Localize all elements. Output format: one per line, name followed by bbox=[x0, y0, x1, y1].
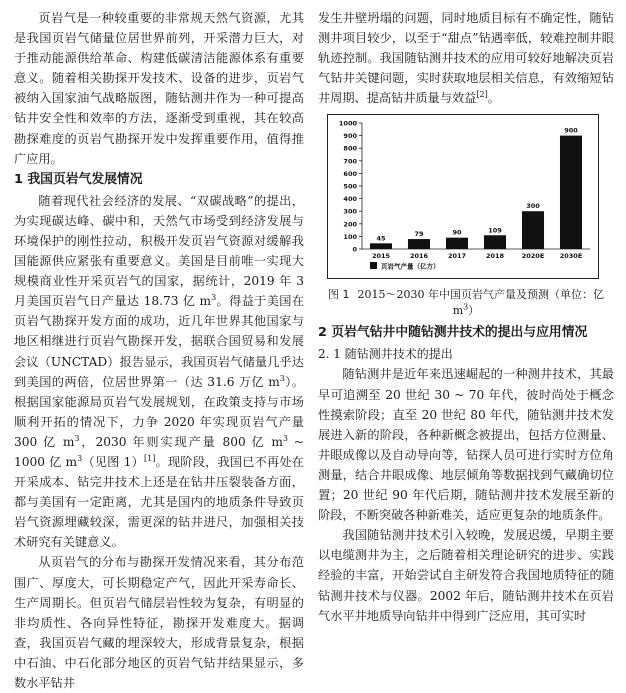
paragraph-intro: 页岩气是一种较重要的非常规天然气资源，尤其是我国页岩气储量位居世界前列，开采潜力巨大，对于推动能源供给革命、构建低碳清洁能源体系有重要意义。随着相关勘探开发技术、设备的进步，页岩气被纳入国家油气战略版图，随钻测井作为一种可提高钻井安全性和效率的方法，逐渐受到重视，其在较高勘探难度的页岩气勘探开发中发挥重要作用，值得推广应用。 bbox=[14, 11, 304, 166]
data-label-2017: 90 bbox=[452, 229, 462, 238]
paragraph-lwd-history: 随钻测井是近年来迅速崛起的一种测井技术，其最早可追溯至 20 世纪 30 ~ 70 年代，彼时尚处于概念性摸索阶段；直至 20 世纪 80 年代，随钻测井技术发展进入新的阶段，各种新概念被提出，包括方位测量、井眼成像以及自动导向等，钻探人员可进行实时方位角测量，结合井眼成像、地层倾角等数据找到气藏确切位置；20 世纪 90 年代后期，随钻测井技术发展至新的阶段，不断突破各种新难关，适应更复杂的地质条件。 bbox=[318, 367, 614, 523]
y-tick-label: 1000 bbox=[338, 119, 357, 128]
y-tick-label: 800 bbox=[343, 145, 357, 154]
subsection-2-1-heading: 2. 1 随钻测井技术的提出 bbox=[318, 347, 453, 362]
y-tick-label: 500 bbox=[343, 182, 357, 191]
paragraph-distribution: 从页岩气的分布与勘探开发情况来看，其分布范围广、厚度大，可长期稳定产气，因此开采寿命长、生产周期长。但页岩气储层岩性较为复杂，有明显的非均质性、各向异性特征，勘探开发难度大。据调查，我国页岩气藏的埋深较大，形成背景复杂，根据中石油、中石化部分地区的页岩气钻井结果显示，多数水平钻井 bbox=[14, 555, 304, 690]
data-label-2018: 109 bbox=[488, 226, 502, 235]
paragraph-continued: 发生井壁坍塌的问题，同时地质目标有不确定性，随钻测井项目较少，以至于“甜点”钻遇率低，较难控制井眼轨迹控制。我国随钻测井技术的应用可较好地解决页岩气钻井关键问题，实时获取地层相关信息，有效缩短钻井周期、提高钻井质量与效益[2]。 bbox=[318, 11, 614, 106]
x-tick-label-2018: 2018 bbox=[485, 252, 505, 261]
y-tick-label: 700 bbox=[343, 157, 357, 166]
citation-ref: [2] bbox=[476, 90, 488, 100]
section-1-heading: 1 我国页岩气发展情况 bbox=[14, 171, 143, 187]
legend-swatch bbox=[370, 262, 377, 269]
figure-1 bbox=[318, 114, 614, 319]
y-tick-label: 0 bbox=[352, 245, 357, 254]
bar-chart-frame bbox=[327, 114, 599, 279]
bar-2017 bbox=[446, 238, 468, 249]
citation-ref: [1] bbox=[143, 453, 156, 463]
figure-number: 图 1 bbox=[328, 288, 350, 302]
data-label-2020E: 300 bbox=[526, 202, 540, 211]
legend-label: 页岩气产量（亿方） bbox=[381, 262, 440, 271]
x-tick-label-2015: 2015 bbox=[371, 252, 391, 261]
left-column bbox=[14, 8, 304, 693]
x-tick-label-2030E: 2030E bbox=[559, 252, 583, 261]
figure-caption: 图 1 2015～2030 年中国页岩气产量及预测（单位：亿 $m^3$） bbox=[328, 288, 604, 318]
section-2-heading: 2 页岩气钻井中随钻测井技术的提出与应用情况 bbox=[318, 325, 588, 341]
paragraph-lwd-china: 我国随钻测井技术引入较晚，发展迟缓，早期主要以电缆测井为主，之后随着相关理论研究的进步、实践经验的丰富，开始尝试自主研发符合我国地质特征的随钻测井技术与仪器。2002 年后，随钻测井技术在页岩气水平井地质导向钻井中得到广泛应用，其可实时 bbox=[318, 528, 614, 623]
data-label-2016: 79 bbox=[414, 230, 424, 239]
x-tick-label-2017: 2017 bbox=[447, 252, 467, 261]
data-label-2030E: 900 bbox=[564, 127, 578, 136]
y-tick-label: 400 bbox=[343, 195, 357, 204]
y-tick-label: 900 bbox=[343, 132, 357, 141]
bar-2018 bbox=[484, 236, 506, 250]
bar-2030E bbox=[560, 136, 582, 249]
data-label-2015: 45 bbox=[376, 234, 386, 243]
y-tick-label: 600 bbox=[343, 170, 357, 179]
y-tick-label: 200 bbox=[343, 220, 357, 229]
y-tick-label: 300 bbox=[343, 208, 357, 217]
x-tick-label-2020E: 2020E bbox=[521, 252, 545, 261]
bar-2020E bbox=[522, 212, 544, 250]
right-column bbox=[318, 8, 614, 626]
bar-2016 bbox=[408, 240, 430, 250]
bar-chart bbox=[328, 115, 598, 278]
paragraph-development: 随着现代社会经济的发展、“双碳战略”的提出，为实现碳达峰、碳中和，天然气市场受到经济发展与环境保护的刚性拉动，积极开发页岩气资源对缓解我国能源供应紧张有重要意义。美国是目前唯一实现大规模商业性开采页岩气的国家，据统计，2019 年 3 月美国页岩气日产量达 18.73 亿 $m^3$。得益于美国在页岩气勘探开发方面的成功，近几年世界其他国家与地区相继进行页岩气勘探开发，据联合国贸易和发展会议（UNCTAD）报告显示，我国页岩气储量几乎达到美国的两倍，位居世界第一（达 31.6 万亿 $m^3$）。根据国家能源局页岩气发展规划，在政策支持与市场顺利开拓的情况下，力争 2020 年实现页岩气产量 300 亿 $m^3$，2030 年则实现产量 800 亿 $m^3$ ~ 1000 亿 $m^3$（见图 1）[1]。现阶段，我国已不再处在开采成本、钻完井技术上还是在钻井压裂装备方面，都与美国有一定距离，尤其是国内的地质条件导致页岩气资源埋藏较深，需更深的钻井进尺，加强相关技术研究有关键意义。 bbox=[14, 193, 304, 550]
bar-2015 bbox=[370, 244, 392, 250]
x-tick-label-2016: 2016 bbox=[409, 252, 429, 261]
y-tick-label: 100 bbox=[343, 233, 357, 242]
